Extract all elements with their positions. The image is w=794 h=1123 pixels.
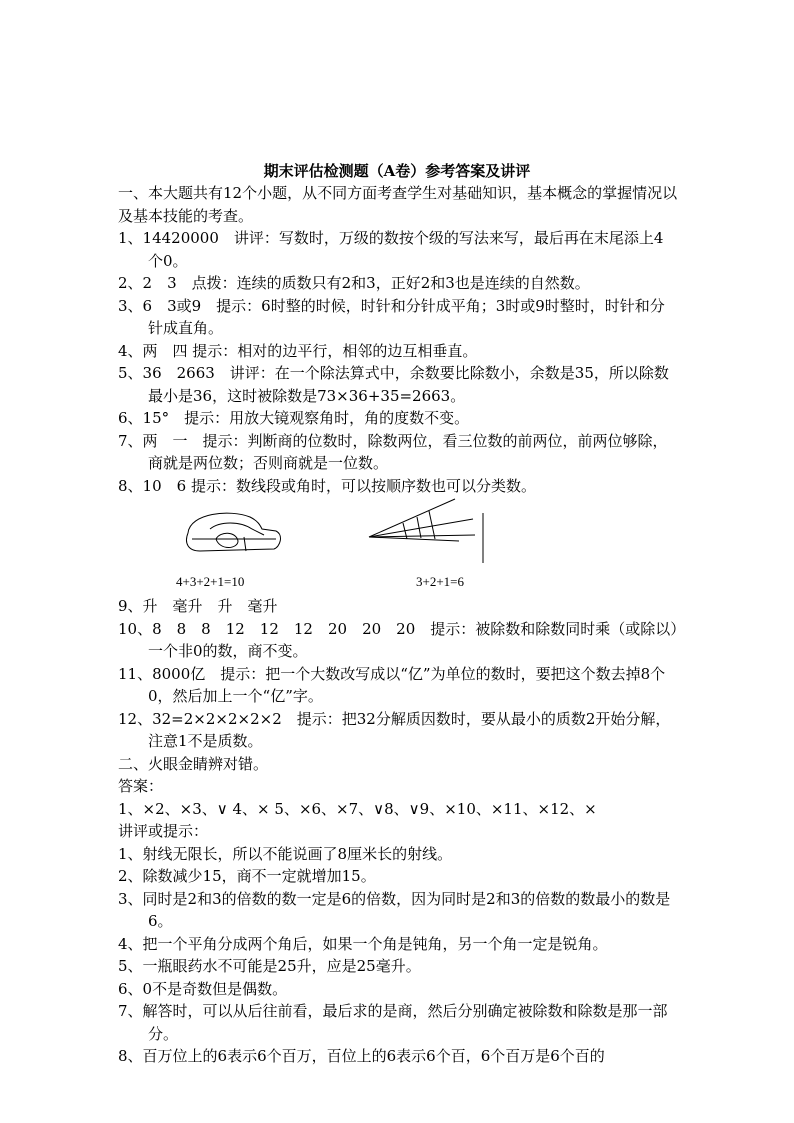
hint-item: 2、除数减少15，商不一定就增加15。 — [118, 867, 376, 885]
counting-figure — [118, 503, 678, 593]
hint-item: 4、把一个平角分成两个角后，如果一个角是钝角，另一个角一定是锐角。 — [118, 934, 608, 953]
answer-item: 4、两 四 提示：相对的边平行，相邻的边互相垂直。 — [118, 341, 478, 360]
left-figure-caption: 4+3+2+1=10 — [176, 574, 245, 589]
section-1-intro: 一、本大题共有12个小题，从不同方面考查学生对基础知识，基本概念的掌握情况以及基本技能的考查。 — [118, 184, 678, 225]
hint-item: 3、同时是2和3的倍数的数一定是6的倍数，因为同时是2和3的倍数的数最小的数是6。 — [118, 889, 671, 930]
answer-item: 6、15° 提示：用放大镜观察角时，角的度数不变。 — [118, 409, 470, 427]
hint-item: 5、一瓶眼药水不可能是25升，应是25毫升。 — [118, 957, 421, 975]
section-2-title: 二、火眼金睛辨对错。 — [118, 754, 269, 773]
hint-item: 7、解答时，可以从后往前看，最后求的是商，然后分别确定被除数和除数是那一部分。 — [118, 1002, 668, 1043]
hint-item: 8、百万位上的6表示6个百万，百位上的6表示6个百，6个百万是6个百的 — [118, 1047, 605, 1065]
answer-item: 12、32=2×2×2×2×2 提示：把32分解质因数时，要从最小的质数2开始分解，注意1不是质数。 — [118, 709, 671, 750]
hint-item: 1、射线无限长，所以不能说画了8厘米长的射线。 — [118, 844, 453, 863]
true-false-answers: 1、×2、×3、∨ 4、× 5、×6、×7、∨8、∨9、×10、×11、×12、× — [118, 799, 597, 818]
answer-item: 9、升 毫升 升 毫升 — [118, 597, 278, 615]
segment-sketch — [180, 505, 290, 565]
angle-sketch — [363, 497, 493, 567]
answer-item: 11、8000亿 提示：把一个大数改写成以“亿”为单位的数时，要把这个数去掉8个0，然后加上一个“亿”字。 — [118, 664, 666, 705]
answer-item: 2、2 3 点拨：连续的质数只有2和3，正好2和3也是连续的自然数。 — [118, 274, 590, 292]
answer-item: 8、10 6 提示：数线段或角时，可以按顺序数也可以分类数。 — [118, 476, 536, 495]
answer-item: 3、6 3或9 提示：6时整的时候，时针和分针成平角；3时或9时整时，时针和分针成直角。 — [118, 296, 665, 337]
right-figure-caption: 3+2+1=6 — [416, 574, 464, 589]
hint-label: 讲评或提示： — [118, 822, 209, 840]
answer-content — [118, 182, 678, 1068]
answer-item: 5、36 2663 讲评：在一个除法算式中，余数要比除数小，余数是35，所以除数最小是36，这时被除数是73×36+35=2663。 — [118, 364, 669, 405]
hint-item: 6、0不是奇数但是偶数。 — [118, 979, 288, 998]
answer-label: 答案： — [118, 777, 164, 795]
answer-item: 1、14420000 讲评：写数时，万级的数按个级的写法来写，最后再在末尾添上4个0。 — [118, 229, 664, 270]
answer-item: 10、8 8 8 12 12 12 20 20 20 提示：被除数和除数同时乘（或除以）一个非0的数，商不变。 — [118, 619, 678, 660]
answer-item: 7、两 一 提示：判断商的位数时，除数两位，看三位数的前两位，前两位够除，商就是两位数；否则商就是一位数。 — [118, 431, 668, 472]
page-title: 期末评估检测题（A卷）参考答案及讲评 — [263, 162, 531, 180]
